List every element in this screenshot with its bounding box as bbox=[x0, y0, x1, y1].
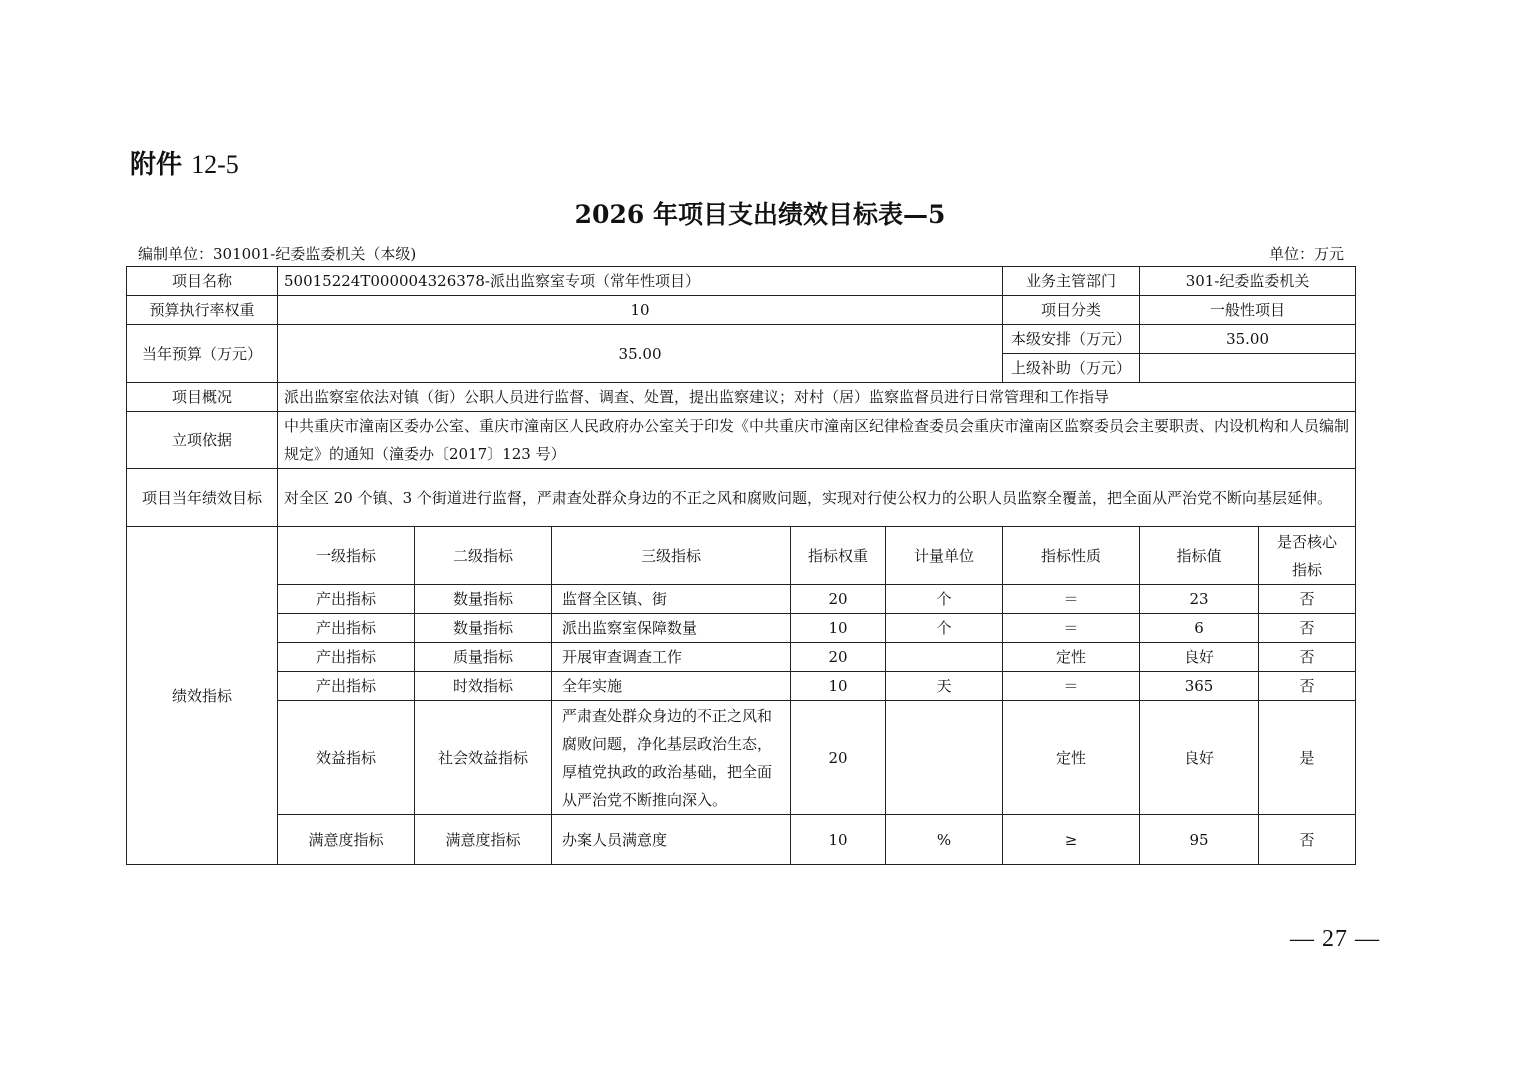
row-value: 23 bbox=[1140, 585, 1259, 614]
row-level1: 效益指标 bbox=[278, 701, 415, 815]
row-level1: 产出指标 bbox=[278, 614, 415, 643]
table-row bbox=[127, 672, 1356, 701]
local-value: 35.00 bbox=[1140, 325, 1356, 354]
row-level3: 全年实施 bbox=[552, 672, 791, 701]
row-value: 6 bbox=[1140, 614, 1259, 643]
attachment-label: 附件 bbox=[130, 150, 183, 180]
row-core: 否 bbox=[1259, 815, 1356, 865]
dept-label: 业务主管部门 bbox=[1003, 267, 1140, 296]
row-level2: 质量指标 bbox=[415, 643, 552, 672]
row-nature: ＝ bbox=[1003, 672, 1140, 701]
attachment-heading bbox=[130, 144, 239, 181]
row-core: 否 bbox=[1259, 672, 1356, 701]
row-core: 否 bbox=[1259, 643, 1356, 672]
row-unit bbox=[886, 701, 1003, 815]
row-level3: 派出监察室保障数量 bbox=[552, 614, 791, 643]
budget-value: 35.00 bbox=[278, 325, 1003, 383]
overview-value: 派出监察室依法对镇（街）公职人员进行监督、调查、处置，提出监察建议；对村（居）监察监督员进行日常管理和工作指导 bbox=[278, 383, 1356, 412]
weight-value: 10 bbox=[278, 296, 1003, 325]
row-nature: ＝ bbox=[1003, 614, 1140, 643]
row-core: 否 bbox=[1259, 585, 1356, 614]
attachment-number: 12-5 bbox=[191, 150, 239, 179]
row-level3: 开展审查调查工作 bbox=[552, 643, 791, 672]
row-unit: 个 bbox=[886, 585, 1003, 614]
project-name-label: 项目名称 bbox=[127, 267, 278, 296]
row-nature: ＝ bbox=[1003, 585, 1140, 614]
table-row bbox=[127, 815, 1356, 865]
category-label: 项目分类 bbox=[1003, 296, 1140, 325]
row-weight: 10 bbox=[791, 614, 886, 643]
weight-label: 预算执行率权重 bbox=[127, 296, 278, 325]
page-number: — 27 — bbox=[1290, 926, 1380, 952]
row-goal bbox=[127, 469, 1356, 527]
header-nature: 指标性质 bbox=[1003, 527, 1140, 585]
row-unit: 个 bbox=[886, 614, 1003, 643]
row-nature: 定性 bbox=[1003, 701, 1140, 815]
row-weight: 10 bbox=[791, 815, 886, 865]
row-level2: 社会效益指标 bbox=[415, 701, 552, 815]
indicators-section-label: 绩效指标 bbox=[127, 527, 278, 865]
goal-value: 对全区 20 个镇、3 个街道进行监督，严肃查处群众身边的不正之风和腐败问题，实现对行使公权力的公职人员监察全覆盖，把全面从严治党不断向基层延伸。 bbox=[278, 469, 1356, 527]
superior-label: 上级补助（万元） bbox=[1003, 354, 1140, 383]
local-label: 本级安排（万元） bbox=[1003, 325, 1140, 354]
basis-value: 中共重庆市潼南区委办公室、重庆市潼南区人民政府办公室关于印发《中共重庆市潼南区纪律检查委员会重庆市潼南区监察委员会主要职责、内设机构和人员编制规定》的通知（潼委办〔2017〕123 号） bbox=[278, 412, 1356, 469]
row-level3: 严肃查处群众身边的不正之风和腐败问题，净化基层政治生态，厚植党执政的政治基础，把全面从严治党不断推向深入。 bbox=[552, 701, 791, 815]
row-unit bbox=[886, 643, 1003, 672]
goal-label: 项目当年绩效目标 bbox=[127, 469, 278, 527]
header-level2: 二级指标 bbox=[415, 527, 552, 585]
document-title: 2026 年项目支出绩效目标表—5 bbox=[574, 200, 946, 229]
row-weight: 20 bbox=[791, 701, 886, 815]
row-weight: 10 bbox=[791, 672, 886, 701]
header-weight: 指标权重 bbox=[791, 527, 886, 585]
table-row bbox=[127, 585, 1356, 614]
basis-label: 立项依据 bbox=[127, 412, 278, 469]
row-overview bbox=[127, 383, 1356, 412]
row-level1: 产出指标 bbox=[278, 672, 415, 701]
table-row bbox=[127, 643, 1356, 672]
row-level1: 产出指标 bbox=[278, 643, 415, 672]
row-core: 否 bbox=[1259, 614, 1356, 643]
currency-unit: 单位：万元 bbox=[1268, 245, 1344, 263]
row-level2: 时效指标 bbox=[415, 672, 552, 701]
row-project-name bbox=[127, 267, 1356, 296]
row-value: 95 bbox=[1140, 815, 1259, 865]
row-level2: 数量指标 bbox=[415, 585, 552, 614]
budget-label: 当年预算（万元） bbox=[127, 325, 278, 383]
project-name-value: 50015224T000004326378-派出监察室专项（常年性项目） bbox=[278, 267, 1003, 296]
category-value: 一般性项目 bbox=[1140, 296, 1356, 325]
row-budget-local bbox=[127, 325, 1356, 354]
header-value: 指标值 bbox=[1140, 527, 1259, 585]
header-unit: 计量单位 bbox=[886, 527, 1003, 585]
table-row bbox=[127, 701, 1356, 815]
row-weight: 20 bbox=[791, 643, 886, 672]
row-unit: 天 bbox=[886, 672, 1003, 701]
superior-value bbox=[1140, 354, 1356, 383]
row-level2: 满意度指标 bbox=[415, 815, 552, 865]
row-value: 良好 bbox=[1140, 643, 1259, 672]
row-budget-weight bbox=[127, 296, 1356, 325]
row-basis bbox=[127, 412, 1356, 469]
row-value: 365 bbox=[1140, 672, 1259, 701]
row-level3: 监督全区镇、街 bbox=[552, 585, 791, 614]
row-unit: % bbox=[886, 815, 1003, 865]
row-nature: 定性 bbox=[1003, 643, 1140, 672]
compiling-unit: 编制单位：301001-纪委监委机关（本级) bbox=[138, 245, 417, 263]
dept-value: 301-纪委监委机关 bbox=[1140, 267, 1356, 296]
row-level1: 满意度指标 bbox=[278, 815, 415, 865]
row-level3: 办案人员满意度 bbox=[552, 815, 791, 865]
row-level1: 产出指标 bbox=[278, 585, 415, 614]
overview-label: 项目概况 bbox=[127, 383, 278, 412]
row-value: 良好 bbox=[1140, 701, 1259, 815]
header-level1: 一级指标 bbox=[278, 527, 415, 585]
table-row bbox=[127, 614, 1356, 643]
indicator-header-row bbox=[127, 527, 1356, 585]
performance-target-table bbox=[126, 266, 1356, 865]
header-level3: 三级指标 bbox=[552, 527, 791, 585]
row-core: 是 bbox=[1259, 701, 1356, 815]
row-weight: 20 bbox=[791, 585, 886, 614]
row-nature: ≥ bbox=[1003, 815, 1140, 865]
row-level2: 数量指标 bbox=[415, 614, 552, 643]
header-core: 是否核心指标 bbox=[1259, 527, 1356, 585]
